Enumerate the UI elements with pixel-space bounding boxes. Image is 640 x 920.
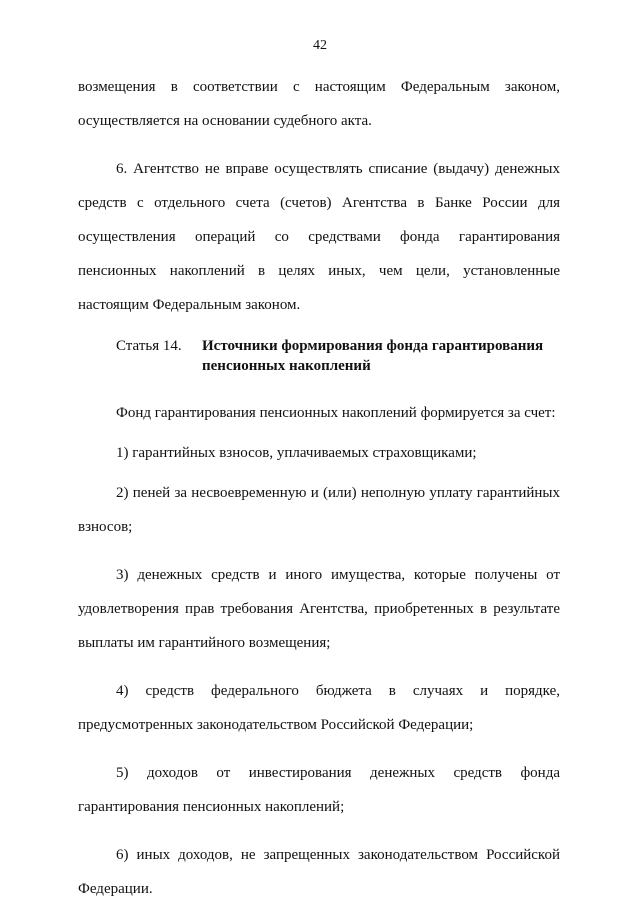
article-intro: Фонд гарантирования пенсионных накоплений формируется за счет: [116,405,556,421]
paragraph-item-6: 6. Агентство не вправе осуществлять списание (выдачу) денежных средств с отдельного счета (счетов) Агентства в Банке России для осуществления операций со средствами фонда гарантирования пенсионных накоплений в целях иных, чем цели, установленные настоящим Федеральным законом. [78,161,560,313]
list-item: 1) гарантийных взносов, уплачиваемых страховщиками; [116,445,477,461]
list-item: 6) иных доходов, не запрещенных законодательством Российской Федерации. [78,847,560,897]
list-item: 5) доходов от инвестирования денежных средств фонда гарантирования пенсионных накоплений; [78,765,560,815]
paragraph-continuation: возмещения в соответствии с настоящим Федеральным законом, осуществляется на основании судебного акта. [78,79,560,129]
list-item: 4) средств федерального бюджета в случаях и порядке, предусмотренных законодательством Российской Федерации; [78,683,560,733]
list-item: 3) денежных средств и иного имущества, которые получены от удовлетворения прав требования Агентства, приобретенных в результате выплаты им гарантийного возмещения; [78,567,560,651]
article-heading [78,336,560,376]
list-item: 2) пеней за несвоевременную и (или) неполную уплату гарантийных взносов; [78,485,560,535]
article-title: Источники формирования фонда гарантирования пенсионных накоплений [202,338,544,374]
article-number: Статья 14. [116,338,182,354]
page-number: 42 [313,38,327,53]
document-body [78,70,560,920]
